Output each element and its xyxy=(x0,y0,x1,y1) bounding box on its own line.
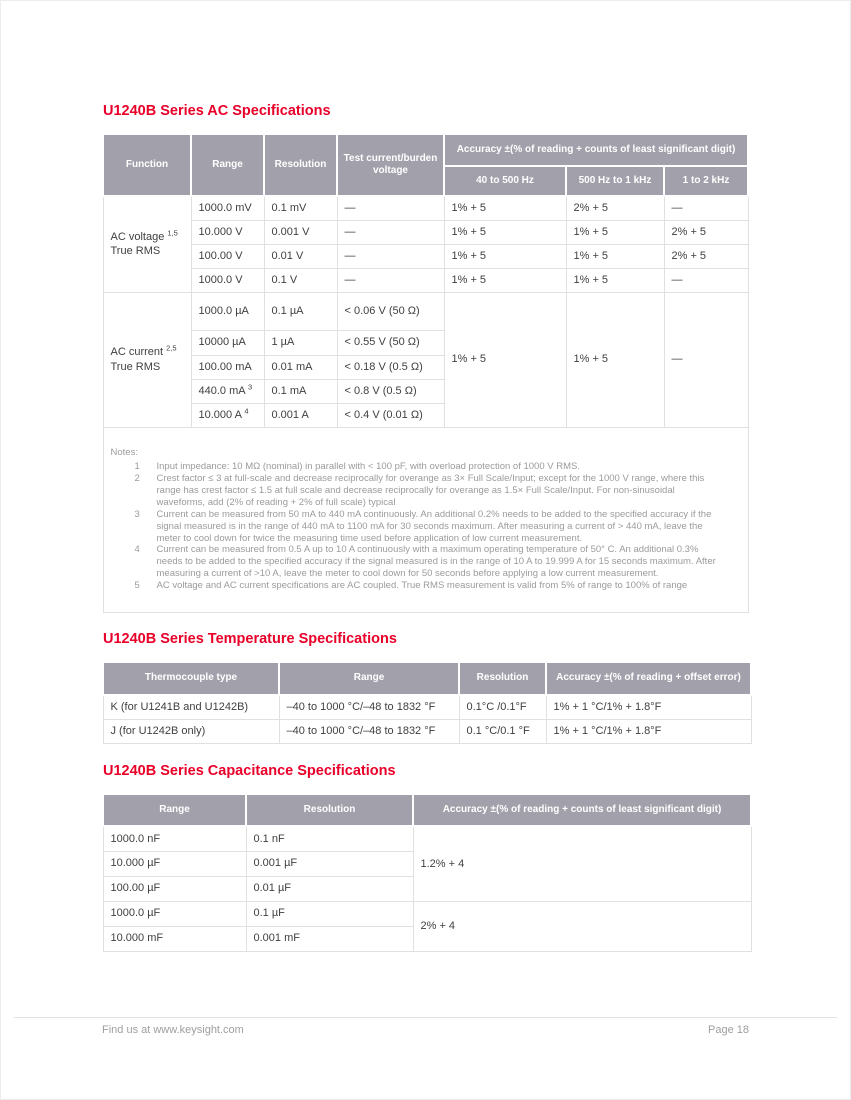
cell-range xyxy=(191,403,264,427)
capacitance-specs-title: U1240B Series Capacitance Specifications xyxy=(103,763,396,779)
cell-resolution: 0.1 µF xyxy=(246,901,413,926)
note-number: 2 xyxy=(134,473,140,485)
cell-test: < 0.4 V (0.01 Ω) xyxy=(337,403,444,427)
notes-cell xyxy=(103,427,748,612)
note-number: 4 xyxy=(134,544,140,556)
cell-range: 10.000 V xyxy=(191,220,264,244)
cell-test: — xyxy=(337,244,444,268)
temp-col-resolution: Resolution xyxy=(459,662,546,695)
function-note-ref: 2,5 xyxy=(166,343,177,353)
table-row xyxy=(103,719,751,743)
cell-range: –40 to 1000 °C/–48 to 1832 °F xyxy=(279,719,459,743)
footer-page-number: Page 18 xyxy=(708,1024,749,1036)
cell-thermocouple-type: J (for U1242B only) xyxy=(103,719,279,743)
cell-acc1-merged: 1% + 5 xyxy=(444,292,566,427)
temp-col-range: Range xyxy=(279,662,459,695)
cell-acc1: 1% + 5 xyxy=(444,220,566,244)
cell-accuracy: 1% + 1 °C/1% + 1.8°F xyxy=(546,695,751,719)
cell-test: — xyxy=(337,268,444,292)
footer-divider xyxy=(14,1017,837,1018)
note-text: Input impedance: 10 MΩ (nominal) in parallel with < 100 pF, with overload protection of 1000 V RMS. xyxy=(156,461,580,473)
cell-range: 1000.0 µF xyxy=(103,901,246,926)
temp-col-accuracy: Accuracy ±(% of reading + offset error) xyxy=(546,662,751,695)
cell-resolution: 0.001 A xyxy=(264,403,337,427)
note-number: 3 xyxy=(134,508,140,520)
table-row xyxy=(103,901,751,926)
cell-acc1: 1% + 5 xyxy=(444,244,566,268)
ac-col-function: Function xyxy=(103,134,191,196)
cell-range: –40 to 1000 °C/–48 to 1832 °F xyxy=(279,695,459,719)
cell-range: 100.00 µF xyxy=(103,876,246,901)
cell-range: 100.00 V xyxy=(191,244,264,268)
cell-range: 1000.0 V xyxy=(191,268,264,292)
temp-col-type: Thermocouple type xyxy=(103,662,279,695)
ac-col-accuracy-group: Accuracy ±(% of reading + counts of least significant digit) xyxy=(444,134,748,166)
note-number: 1 xyxy=(134,461,140,473)
note-text: Current can be measured from 50 mA to 440 mA continuously. An additional 0.2% needs to be added to the specified accuracy if the signal measured is in the range of 440 mA to 1100 mA for 30 seconds maximum. After measuring a current of > 440 mA, leave the meter to cool down for twice the measuring time used before application of low current measurement. xyxy=(156,508,712,544)
table-row xyxy=(103,220,748,244)
cell-acc2: 1% + 5 xyxy=(566,244,664,268)
cell-resolution: 0.001 µF xyxy=(246,851,413,876)
note-text: Crest factor ≤ 3 at full-scale and decrease reciprocally for overange as 3× Full Scale/Input; except for the 1000 V range, where this range has crest factor ≤ 1.5 at full scale and decrease reciprocally for overange as 1.5× Full Scale/Input. For non-sinusoidal waveforms, add (2% of reading + 2% of full scale) typical xyxy=(156,473,705,508)
cell-range xyxy=(191,292,264,330)
cell-acc3-merged: — xyxy=(664,292,748,427)
ac-col-range: Range xyxy=(191,134,264,196)
cell-resolution: 0.01 mA xyxy=(264,355,337,379)
cell-range: 1000.0 nF xyxy=(103,826,246,851)
function-label: AC current xyxy=(110,346,164,359)
cell-range xyxy=(191,379,264,403)
range-value: 440.0 mA xyxy=(198,384,245,397)
cell-range: 10.000 µF xyxy=(103,851,246,876)
cell-resolution: 0.1°C /0.1°F xyxy=(459,695,546,719)
cell-acc3: — xyxy=(664,268,748,292)
range-value: 1000.0 µA xyxy=(198,304,249,317)
range-note-ref: 3 xyxy=(248,382,253,392)
cell-test: — xyxy=(337,196,444,220)
cell-range xyxy=(191,355,264,379)
table-row xyxy=(103,196,748,220)
table-row xyxy=(103,268,748,292)
note-item xyxy=(111,509,741,545)
cell-resolution: 1 µA xyxy=(264,330,337,355)
cell-acc3: — xyxy=(664,196,748,220)
cell-resolution: 0.1 V xyxy=(264,268,337,292)
cell-resolution: 0.1 µA xyxy=(264,292,337,330)
table-row xyxy=(103,826,751,851)
ac-specs-title: U1240B Series AC Specifications xyxy=(103,103,331,119)
cell-acc3: 2% + 5 xyxy=(664,244,748,268)
ac-col-freq3: 1 to 2 kHz xyxy=(664,166,748,196)
range-note-ref: 4 xyxy=(244,406,249,416)
cell-range: 1000.0 mV xyxy=(191,196,264,220)
table-row xyxy=(103,292,748,330)
cell-resolution: 0.01 V xyxy=(264,244,337,268)
cell-acc3: 2% + 5 xyxy=(664,220,748,244)
note-text: AC voltage and AC current specifications are AC coupled. True RMS measurement is valid from 5% of range to 100% of range xyxy=(156,580,688,592)
function-label-line2: True RMS xyxy=(110,245,161,258)
cell-accuracy-merged: 2% + 4 xyxy=(413,901,751,951)
cell-test: < 0.06 V (50 Ω) xyxy=(337,292,444,330)
note-number: 5 xyxy=(134,580,140,592)
ac-current-function-cell xyxy=(103,292,191,427)
cell-test: — xyxy=(337,220,444,244)
cell-resolution: 0.1 mV xyxy=(264,196,337,220)
note-item xyxy=(111,580,741,592)
cell-resolution: 0.1 mA xyxy=(264,379,337,403)
cell-accuracy-merged: 1.2% + 4 xyxy=(413,826,751,901)
cell-range: 10.000 mF xyxy=(103,926,246,951)
cap-col-range: Range xyxy=(103,794,246,826)
function-label: AC voltage xyxy=(110,230,165,243)
range-value: 100.00 mA xyxy=(198,360,252,373)
note-item xyxy=(111,473,741,509)
ac-specs-table xyxy=(102,133,749,613)
capacitance-specs-table xyxy=(102,793,752,952)
cell-resolution: 0.001 mF xyxy=(246,926,413,951)
cell-test: < 0.8 V (0.5 Ω) xyxy=(337,379,444,403)
ac-col-freq1: 40 to 500 Hz xyxy=(444,166,566,196)
notes-row xyxy=(103,427,748,612)
cell-test: < 0.18 V (0.5 Ω) xyxy=(337,355,444,379)
cell-acc2: 1% + 5 xyxy=(566,220,664,244)
cell-acc2: 2% + 5 xyxy=(566,196,664,220)
ac-voltage-function-cell xyxy=(103,196,191,292)
cell-accuracy: 1% + 1 °C/1% + 1.8°F xyxy=(546,719,751,743)
note-item xyxy=(111,461,741,473)
cell-resolution: 0.1 nF xyxy=(246,826,413,851)
ac-col-resolution: Resolution xyxy=(264,134,337,196)
function-note-ref: 1,5 xyxy=(167,228,178,238)
cell-resolution: 0.1 °C/0.1 °F xyxy=(459,719,546,743)
cell-thermocouple-type: K (for U1241B and U1242B) xyxy=(103,695,279,719)
cell-acc2-merged: 1% + 5 xyxy=(566,292,664,427)
cell-acc2: 1% + 5 xyxy=(566,268,664,292)
cell-acc1: 1% + 5 xyxy=(444,268,566,292)
note-text: Current can be measured from 0.5 A up to 10 A continuously with a maximum operating temperature of 50° C. An additional 0.3% needs to be added to the specified accuracy if the signal measured is in the range of 10 A to 19.999 A for 15 seconds maximum. After measuring a current of >10 A, leave the meter to cool down for 50 seconds before applying a low current measurement. xyxy=(156,544,716,580)
temperature-specs-table xyxy=(102,661,752,744)
footer-find-us-link: Find us at www.keysight.com xyxy=(102,1024,244,1036)
ac-col-test-current: Test current/burden voltage xyxy=(337,134,444,196)
cell-resolution: 0.01 µF xyxy=(246,876,413,901)
function-label-line2: True RMS xyxy=(110,360,161,373)
ac-col-freq2: 500 Hz to 1 kHz xyxy=(566,166,664,196)
notes-label: Notes: xyxy=(110,447,138,459)
cell-test: < 0.55 V (50 Ω) xyxy=(337,330,444,355)
table-row xyxy=(103,695,751,719)
range-value: 10000 µA xyxy=(198,336,246,349)
cell-range xyxy=(191,330,264,355)
cell-acc1: 1% + 5 xyxy=(444,196,566,220)
table-row xyxy=(103,244,748,268)
cap-col-resolution: Resolution xyxy=(246,794,413,826)
range-value: 10.000 A xyxy=(198,408,242,421)
cell-resolution: 0.001 V xyxy=(264,220,337,244)
cap-col-accuracy: Accuracy ±(% of reading + counts of least significant digit) xyxy=(413,794,751,826)
temperature-specs-title: U1240B Series Temperature Specifications xyxy=(103,631,397,647)
note-item xyxy=(111,544,741,580)
